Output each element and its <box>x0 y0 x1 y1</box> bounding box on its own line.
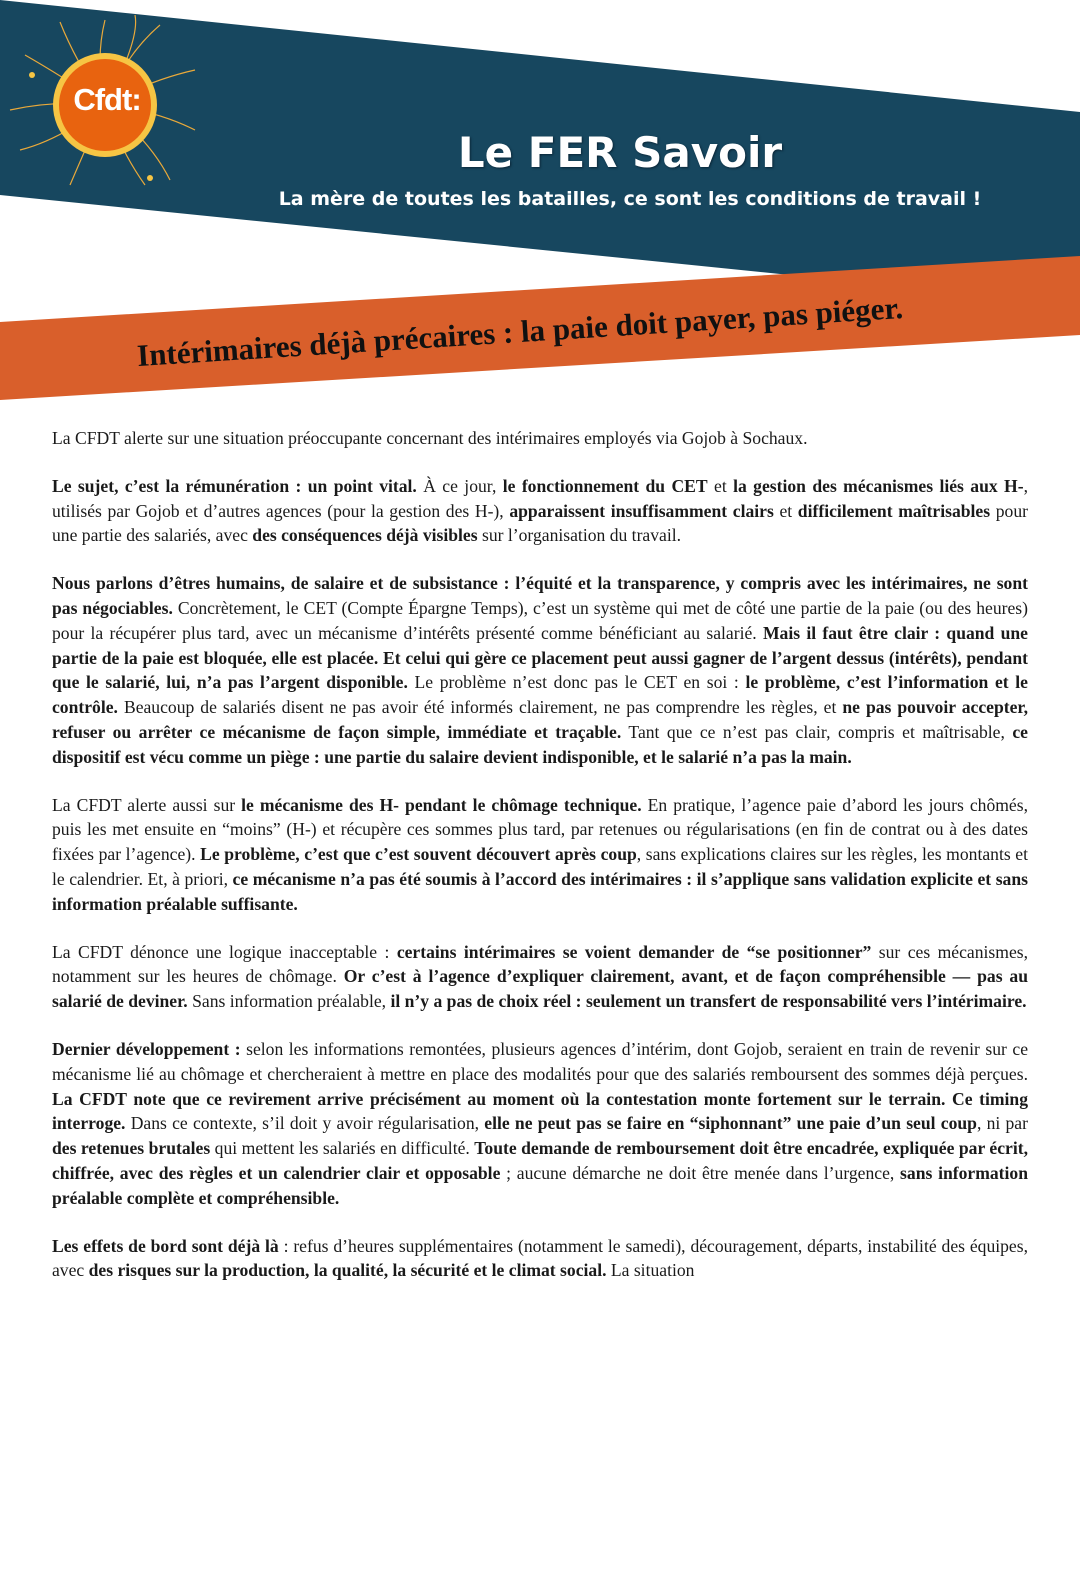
text-run: pour une partie des salariés, avec <box>52 500 1028 546</box>
bold-text: il n’y a pas de choix réel : seulement un transfert de responsabilité vers l’intérimaire. <box>390 991 1027 1012</box>
spark-dot <box>29 72 35 78</box>
text-run: La CFDT dénonce une logique inacceptable : <box>52 941 397 962</box>
text-run: Tant que ce n’est pas clair, compris et maîtrisable, <box>621 721 1013 742</box>
text-run: En pratique, l’agence paie d’abord les jours chômés, puis les met ensuite en “moins” (H-) et récupère ces sommes plus tard, par retenues ou régularisations (en fin de contrat ou à des dates fixées par l’agence). <box>52 794 1028 865</box>
text-run: et <box>773 500 798 521</box>
bold-text: Les effets de bord sont déjà là <box>52 1235 279 1256</box>
bold-text: des conséquences déjà visibles <box>252 525 478 546</box>
bold-text: ne pas pouvoir accepter, refuser ou arrêter ce mécanisme de façon simple, immédiate et traçable. <box>52 697 1028 742</box>
bold-text: Toute demande de remboursement doit être encadrée, expliquée par écrit, chiffrée, avec des règles et un calendrier clair et opposable <box>52 1138 1028 1183</box>
article-body <box>52 426 1028 1306</box>
bold-text: Le sujet, c’est la rémunération : un point vital. <box>52 475 417 496</box>
cfdt-logo: Cfdt: <box>73 82 141 117</box>
text-run: qui mettent les salariés en difficulté. <box>210 1138 475 1159</box>
paragraph <box>52 474 1028 548</box>
text-run: selon les informations remontées, plusieurs agences d’intérim, dont Gojob, seraient en train de revenir sur ce mécanisme lié au chômage et chercheraient à mettre en place des modalités pour que des salariés remboursent des sommes déjà perçues. <box>52 1038 1029 1084</box>
text-run: À ce jour, <box>416 475 503 496</box>
text-run: : refus d’heures supplémentaires (notamment le samedi), découragement, départs, instabilité des équipes, avec <box>52 1235 1028 1281</box>
text-run: ; aucune démarche ne doit être menée dans l’urgence, <box>500 1162 901 1183</box>
paragraph <box>52 1037 1028 1211</box>
text-run: , utilisés par Gojob et d’autres agences (pour la gestion des H-), <box>52 475 1028 521</box>
bold-text: le mécanisme des H- pendant le chômage technique. <box>241 794 642 815</box>
bold-text: ce mécanisme n’a pas été soumis à l’accord des intérimaires : il s’applique sans validation explicite et sans information préalable suffisante. <box>52 868 1028 914</box>
text-run: Beaucoup de salariés disent ne pas avoir été informés clairement, ne pas comprendre les règles, et <box>117 697 843 718</box>
newsletter-title: Le FER Savoir <box>457 128 783 177</box>
bold-text: le fonctionnement du CET <box>502 475 708 496</box>
text-run: sur ces mécanismes, notamment sur les heures de chômage. <box>52 941 1028 987</box>
text-run: et <box>707 475 734 496</box>
bold-text: Dernier développement : <box>52 1038 241 1059</box>
paragraph <box>52 940 1028 1014</box>
bold-text: ce dispositif est vécu comme un piège : une partie du salaire devient indisponible, et le salarié n’a pas la main. <box>52 721 1028 767</box>
bold-text: Nous parlons d’êtres humains, de salaire et de subsistance : l’équité et la transparence, y compris avec les intérimaires, ne sont pas négociables. <box>52 573 1028 618</box>
header-banner <box>0 0 1080 410</box>
text-run: Dans ce contexte, s’il doit y avoir régularisation, <box>125 1113 485 1134</box>
bold-text: La CFDT note que ce revirement arrive précisément au moment où la contestation monte fortement sur le terrain. Ce timing interroge. <box>52 1088 1028 1134</box>
text-run: Concrètement, le CET (Compte Épargne Temps), c’est un système qui met de côté une partie de la paie (ou des heures) pour la récupérer plus tard, avec un mécanisme d’intérêts présenté comme bénéficiant au salarié. <box>52 597 1028 643</box>
bold-text: des retenues brutales <box>52 1138 211 1159</box>
bold-text: certains intérimaires se voient demander de “se positionner” <box>396 941 872 962</box>
bold-text: Or c’est à l’agence d’expliquer clairement, avant, et de façon compréhensible — pas au salarié de deviner. <box>52 966 1028 1012</box>
bold-text: difficilement maîtrisables <box>797 500 991 521</box>
bold-text: elle ne peut pas se faire en “siphonnant” une paie d’un seul coup <box>484 1113 977 1134</box>
bold-text: le problème, c’est l’information et le contrôle. <box>52 672 1028 718</box>
paragraph <box>52 1234 1028 1284</box>
paragraph <box>52 426 1028 451</box>
bold-text: la gestion des mécanismes liés aux H- <box>733 475 1024 496</box>
bold-text: sans information préalable complète et compréhensible. <box>52 1162 1028 1208</box>
bold-text: Mais il faut être clair : quand une partie de la paie est bloquée, elle est placée. Et celui qui gère ce placement peut aussi gagner de l’argent dessus (intérêts), pendant que le salarié, lui, n’a pas l’argent disponible. <box>52 622 1028 693</box>
text-run: sur l’organisation du travail. <box>477 525 682 546</box>
newsletter-subtitle: La mère de toutes les batailles, ce sont les conditions de travail ! <box>278 188 982 210</box>
text-run: Sans information préalable, <box>187 991 391 1012</box>
text-run: La CFDT alerte aussi sur <box>52 794 242 815</box>
text-run: La situation <box>606 1260 695 1281</box>
article-headline: Intérimaires déjà précaires : la paie doit payer, pas piéger. <box>136 289 904 374</box>
paragraph <box>52 793 1028 917</box>
text-run: , sans explications claires sur les règles, les montants et le calendrier. Et, à priori, <box>52 844 1028 889</box>
text-run: La CFDT alerte sur une situation préoccupante concernant des intérimaires employés via Gojob à Sochaux. <box>52 428 808 448</box>
paragraph <box>52 571 1028 769</box>
text-run: , ni par <box>976 1113 1028 1134</box>
spark-dot <box>147 175 153 181</box>
bold-text: apparaissent insuffisamment clairs <box>509 500 774 521</box>
bold-text: des risques sur la production, la qualité, la sécurité et le climat social. <box>88 1260 607 1281</box>
text-run: Le problème n’est donc pas le CET en soi : <box>407 672 746 693</box>
bold-text: Le problème, c’est que c’est souvent découvert après coup <box>200 844 637 865</box>
